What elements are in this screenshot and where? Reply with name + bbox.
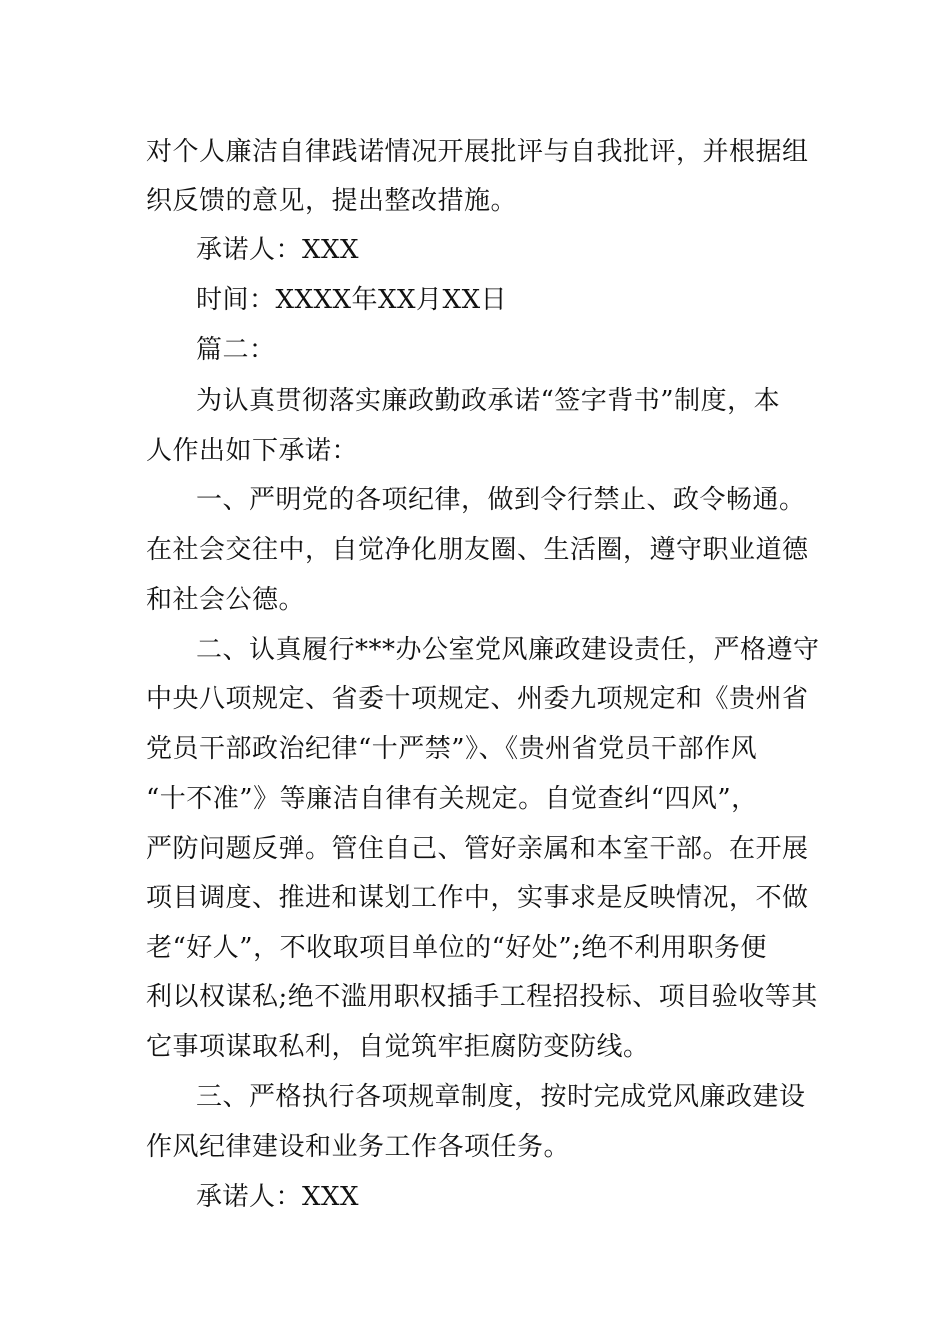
body-text-line: 人作出如下承诺： bbox=[146, 436, 359, 466]
body-text-line: 中央八项规定、省委十项规定、州委九项规定和《贵州省 bbox=[146, 684, 809, 714]
body-text-line: “十不准”》等廉洁自律有关规定。自觉查纠“四风”， bbox=[146, 784, 758, 814]
body-text-line: 对个人廉洁自律践诺情况开展批评与自我批评，并根据组 bbox=[146, 137, 809, 167]
body-text-line: 老“好人”，不收取项目单位的“好处”;绝不利用职务便 bbox=[146, 933, 767, 963]
body-text-line: 党员干部政治纪律“十严禁”》、《贵州省党员干部作风 bbox=[146, 734, 758, 764]
signatory-line: 承诺人：XXX bbox=[196, 1182, 360, 1212]
body-text-line: 一、严明党的各项纪律，做到令行禁止、政令畅通。 bbox=[196, 485, 806, 515]
body-text-line: 织反馈的意见，提出整改措施。 bbox=[146, 186, 518, 216]
body-text-line: 作风纪律建设和业务工作各项任务。 bbox=[146, 1132, 571, 1162]
section-heading: 篇二： bbox=[196, 335, 276, 365]
body-text-line: 它事项谋取私利，自觉筑牢拒腐防变防线。 bbox=[146, 1032, 650, 1062]
body-text-line: 三、严格执行各项规章制度，按时完成党风廉政建设 bbox=[196, 1082, 806, 1112]
body-text-line: 和社会公德。 bbox=[146, 585, 306, 615]
body-text-line: 二、认真履行***办公室党风廉政建设责任，严格遵守 bbox=[196, 635, 820, 665]
body-text-line: 严防问题反弹。管住自己、管好亲属和本室干部。在开展 bbox=[146, 834, 809, 864]
body-text-line: 利以权谋私;绝不滥用职权插手工程招投标、项目验收等其 bbox=[146, 982, 818, 1012]
body-text-line: 在社会交往中，自觉净化朋友圈、生活圈，遵守职业道德 bbox=[146, 535, 809, 565]
date-line: 时间：XXXX年XX月XX日 bbox=[196, 285, 508, 315]
body-text-line: 为认真贯彻落实廉政勤政承诺“签字背书”制度，本 bbox=[196, 386, 781, 416]
signatory-line: 承诺人：XXX bbox=[196, 235, 360, 265]
body-text-line: 项目调度、推进和谋划工作中，实事求是反映情况，不做 bbox=[146, 883, 809, 913]
